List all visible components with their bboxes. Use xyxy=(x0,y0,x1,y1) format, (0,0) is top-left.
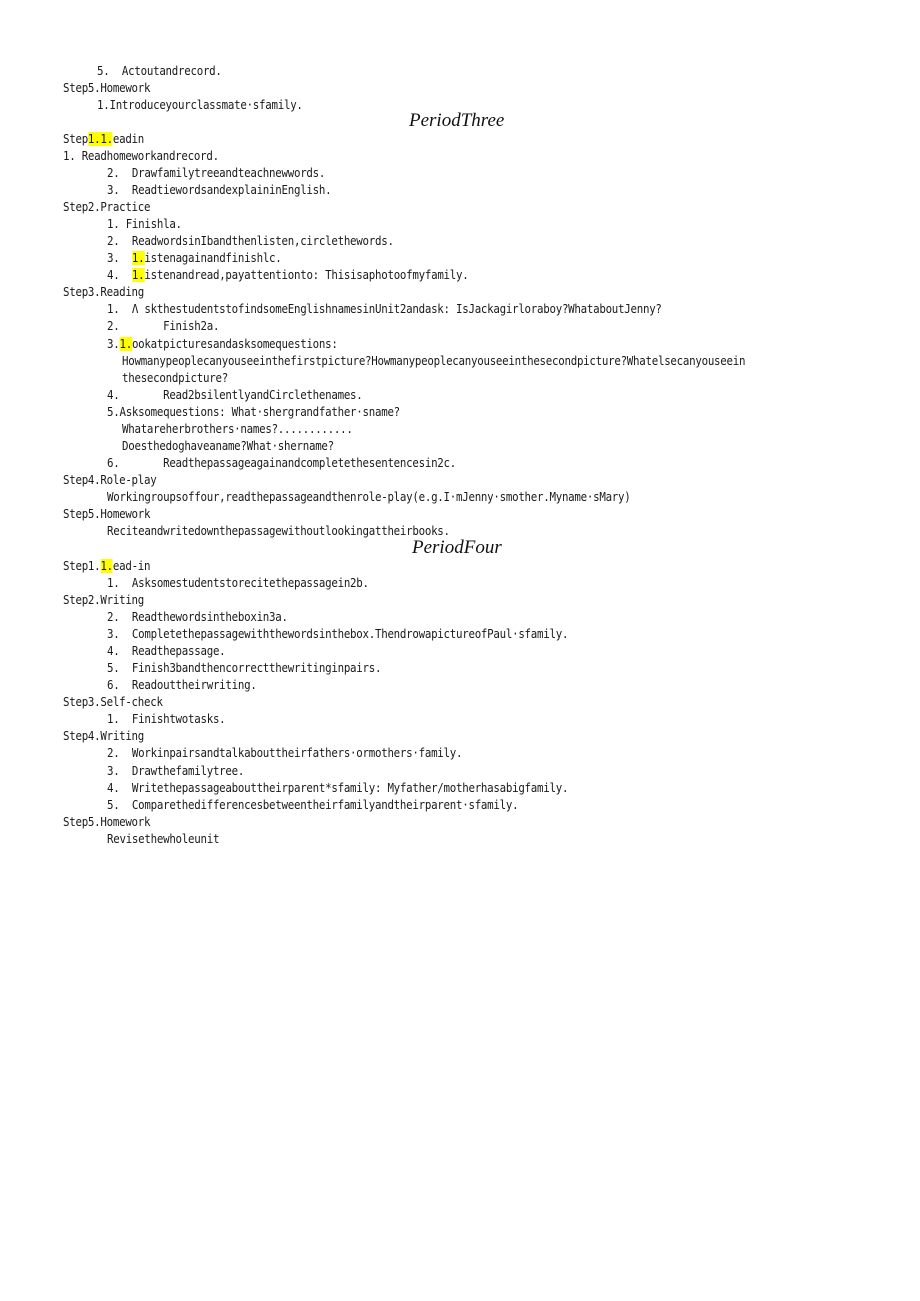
list-item: 1. Asksomestudentstorecitethepassagein2b. xyxy=(107,576,369,590)
item-number: 3. xyxy=(107,337,120,351)
period-title: PeriodThree xyxy=(409,110,505,131)
list-item: 3. Completethepassagewiththewordsinthebox.ThendrowapictureofPaul·sfamily. xyxy=(107,627,569,641)
list-item-continuation: Howmanypeoplecanyouseeinthefirstpicture?Howmanypeoplecanyouseeinthesecondpicture?Whatelsecanyouseein xyxy=(122,354,746,368)
item-text: istenandread,payattentionto: Thisisaphotoofmyfamily. xyxy=(144,268,469,282)
step-heading: Step4.Writing xyxy=(63,729,145,743)
step-heading: Step4.Role-play xyxy=(63,473,157,487)
step-heading xyxy=(63,131,144,147)
list-item xyxy=(107,336,338,352)
list-item: 2. Finish2a. xyxy=(107,319,220,333)
paragraph: Revisethewholeunit xyxy=(107,832,220,846)
list-item-continuation: Doesthedoghaveaname?What·shername? xyxy=(122,439,334,453)
list-item: 5. Comparethedifferencesbetweentheirfamilyandtheirparent·sfamily. xyxy=(107,798,519,812)
step-heading: Step5.Homework xyxy=(63,815,151,829)
list-item xyxy=(107,250,282,266)
heading-prefix: Step xyxy=(63,132,88,146)
step-heading: Step5.Homework xyxy=(63,507,151,521)
item-text: istenagainandfinishlc. xyxy=(144,251,282,265)
list-item: 2. ReadwordsinIbandthenlisten,circlethewords. xyxy=(107,234,394,248)
step-heading: Step3.Self-check xyxy=(63,695,163,709)
paragraph: Workingroupsoffour,readthepassageandthenrole-play(e.g.I·mJenny·smother.Myname·sMary) xyxy=(107,490,631,504)
list-item: 5. Finish3bandthencorrectthewritinginpairs. xyxy=(107,661,382,675)
list-item: 2. Readthewordsintheboxin3a. xyxy=(107,610,288,624)
list-item: 1. Readhomeworkandrecord. xyxy=(63,149,219,163)
list-item: 6. Readouttheirwriting. xyxy=(107,678,257,692)
list-item: 1. Finishtwotasks. xyxy=(107,712,226,726)
item-text: ookatpicturesandasksomequestions: xyxy=(131,337,338,351)
list-item: 3. Drawthefamilytree. xyxy=(107,764,245,778)
step-heading: Step2.Practice xyxy=(63,200,151,214)
item-number: 3. xyxy=(107,251,132,265)
list-item: 4. Read2bsilentlyandCirclethenames. xyxy=(107,388,363,402)
list-item: 6. Readthepassageagainandcompletethesentencesin2c. xyxy=(107,456,457,470)
list-item: 5. Actoutandrecord. xyxy=(97,64,222,78)
list-item: 5.Asksomequestions: What·shergrandfather·sname? xyxy=(107,405,400,419)
highlight-mark: 1. xyxy=(119,337,132,351)
list-item: 4. Readthepassage. xyxy=(107,644,226,658)
list-item: 4. Writethepassageabouttheirparent*sfamily: Myfather/motherhasabigfamily. xyxy=(107,781,569,795)
highlight-mark: 1. xyxy=(131,268,145,282)
step-heading: Step5.Homework xyxy=(63,81,151,95)
list-item: 1.Introduceyourclassmate·sfamily. xyxy=(97,98,303,112)
paragraph: Reciteandwritedownthepassagewithoutlookingattheirbooks. xyxy=(107,524,450,538)
list-item-continuation: Whatareherbrothers·names?............ xyxy=(122,422,353,436)
step-heading: Step3.Reading xyxy=(63,285,145,299)
heading-suffix: ead-in xyxy=(112,559,151,573)
highlight-mark: 1. xyxy=(131,251,145,265)
step-heading: Step2.Writing xyxy=(63,593,145,607)
list-item: 1. Λ skthestudentstofindsomeEnglishnamesinUnit2andask: IsJackagirloraboy?WhataboutJenny? xyxy=(107,302,662,316)
list-item: 1. Finishla. xyxy=(107,217,182,231)
heading-prefix: Step1. xyxy=(63,559,101,573)
heading-suffix: eadin xyxy=(112,132,145,146)
list-item: 2. Drawfamilytreeandteachnewwords. xyxy=(107,166,326,180)
step-heading xyxy=(63,558,150,574)
list-item xyxy=(107,267,468,283)
list-item-continuation: thesecondpicture? xyxy=(122,371,228,385)
period-title: PeriodFour xyxy=(412,537,502,558)
list-item: 2. Workinpairsandtalkabouttheirfathers·ormothers·family. xyxy=(107,746,463,760)
list-item: 3. ReadtiewordsandexplaininEnglish. xyxy=(107,183,332,197)
highlight-mark: 1. xyxy=(100,559,113,573)
item-number: 4. xyxy=(107,268,132,282)
highlight-mark: 1.1. xyxy=(87,132,113,146)
